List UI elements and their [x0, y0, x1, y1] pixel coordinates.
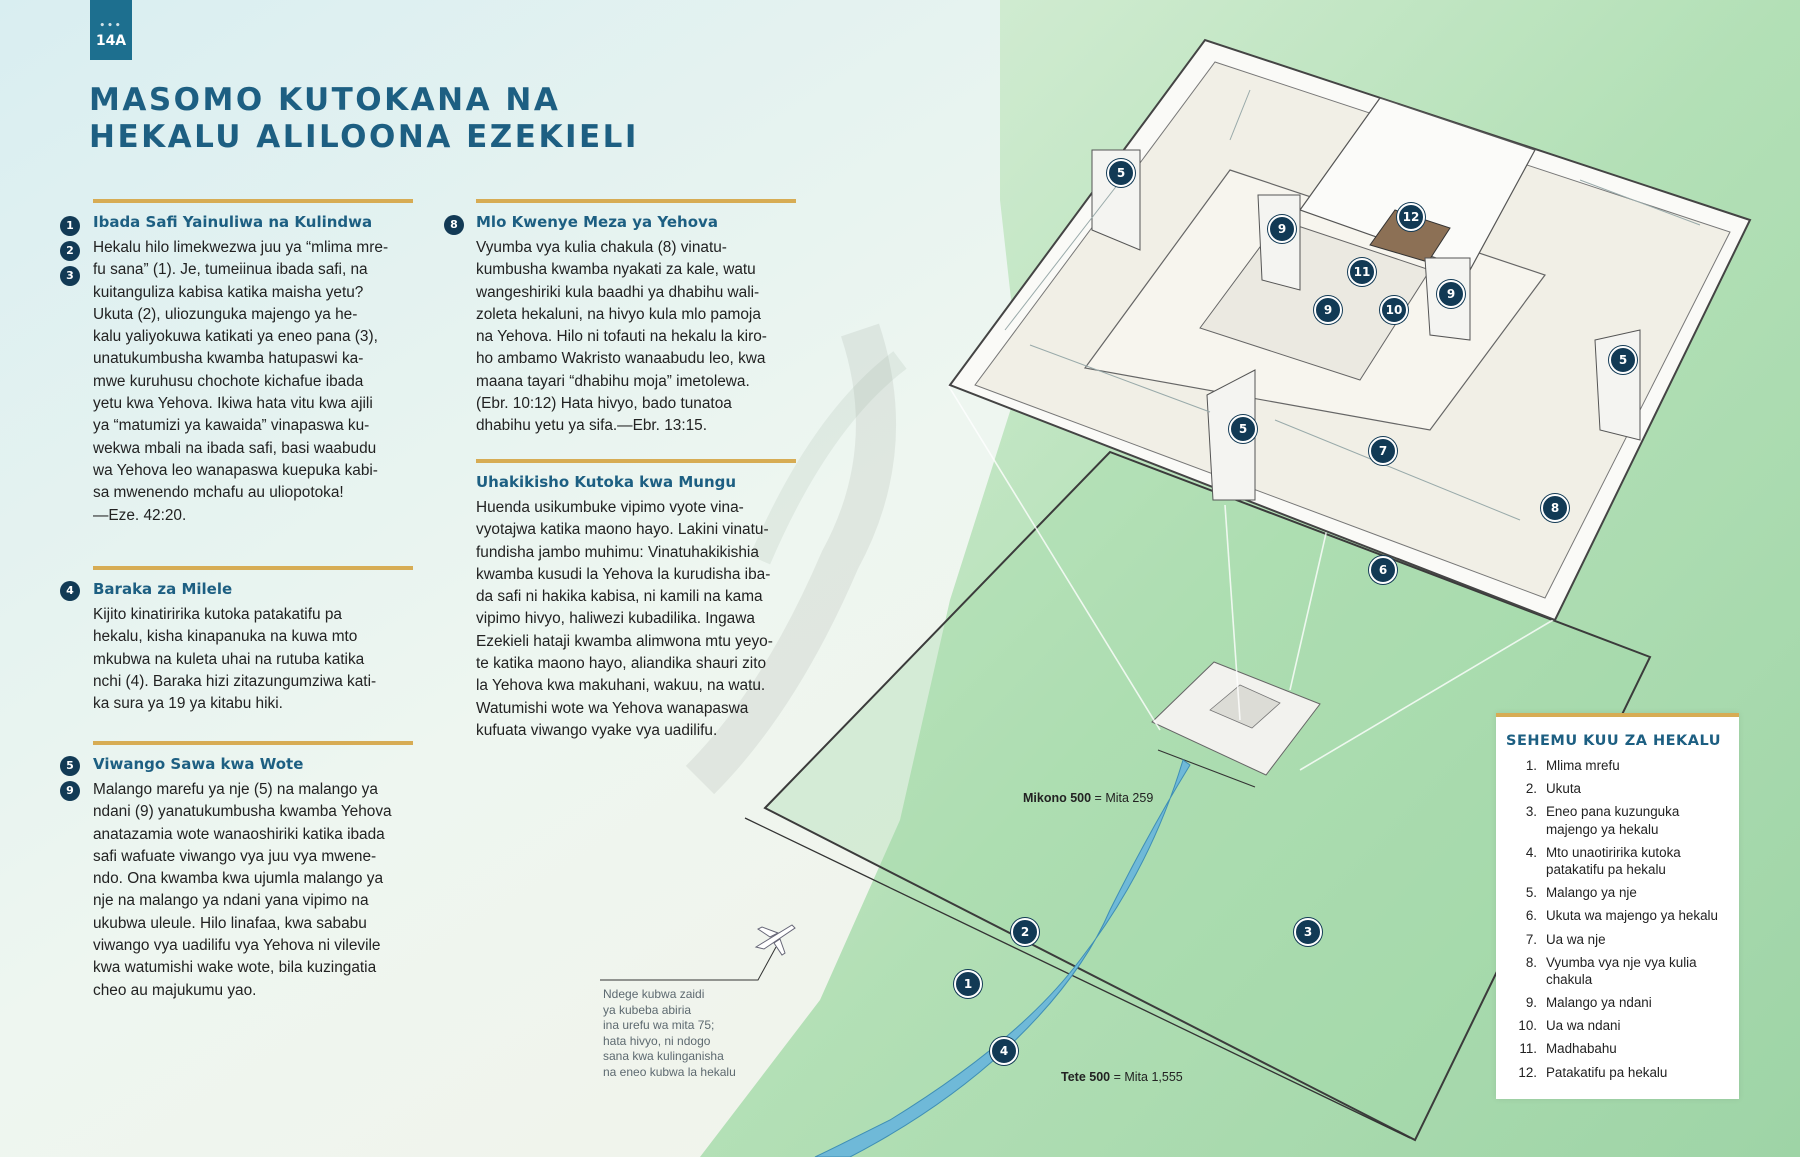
legend-text: Patakatifu pa hekalu: [1546, 1064, 1668, 1080]
title-line-2: HEKALU ALILOONA EZEKIELI: [89, 119, 639, 155]
legend-text: Mto unaotiririka kutoka patakatifu pa hekalu: [1546, 844, 1681, 878]
ref-badge: 8: [444, 215, 464, 235]
diagram-marker: 11: [1348, 258, 1376, 286]
legend-text: Vyumba vya nje vya kulia chakula: [1546, 954, 1697, 988]
diagram-marker: 1: [954, 970, 982, 998]
diagram-marker: 9: [1268, 215, 1296, 243]
ref-badge: 2: [60, 241, 80, 261]
legend-text: Ukuta wa majengo ya hekalu: [1546, 908, 1718, 924]
diagram-marker: 7: [1369, 437, 1397, 465]
legend-number: 3.: [1525, 804, 1537, 820]
section-title: Baraka za Milele: [93, 580, 233, 598]
measure-inner-caption: [1023, 791, 1153, 805]
section-paragraph: Ukuta (2), uliozunguka majengo ya he- kalu yaliyokuwa katikati ya eneo pana (3), unatukumbusha kwamba hatupaswi ka- mwe kuruhusu chochote kichafue ibada yetu kwa Yehova. Ikiwa hata vitu kwa ajili ya “matumizi ya kawaida” vinapaswa ku- wekwa mbali na ibada safi, basi waabudu wa Yehova leo wanapaswa kuepuka kabi- sa mwenendo mchafu au uliopotoka! —Eze. 42:20.: [93, 305, 378, 524]
legend-list: [1496, 757, 1739, 1081]
legend-number: 5.: [1525, 885, 1537, 901]
ref-badge: 3: [60, 266, 80, 286]
diagram-marker: 5: [1107, 159, 1135, 187]
legend-item: [1510, 907, 1733, 925]
section-paragraph: Kijito kinatiririka kutoka patakatifu pa hekalu, kisha kinapanuka na kuwa mto mkubwa na kuleta uhai na rutuba katika nchi (4). Baraka hizi zitazungumziwa kati- ka sura ya 19 ya kitabu hiki.: [93, 606, 377, 713]
legend-text: Ua wa nje: [1546, 931, 1606, 947]
legend-number: 9.: [1525, 995, 1537, 1011]
measure-outer-rest: = Mita 1,555: [1110, 1070, 1183, 1084]
diagram-marker: 5: [1229, 415, 1257, 443]
legend-text: Ua wa ndani: [1546, 1018, 1621, 1034]
section-title: Ibada Safi Yainuliwa na Kulindwa: [93, 213, 373, 231]
legend-text: Malango ya nje: [1546, 885, 1637, 901]
legend-text: Ukuta: [1546, 781, 1581, 797]
diagram-marker: 8: [1541, 494, 1569, 522]
legend-rule: [1496, 713, 1739, 717]
ref-badge: 5: [60, 756, 80, 776]
ref-badge: 1: [60, 216, 80, 236]
legend-item: [1510, 780, 1733, 798]
plane-comparison-note: Ndege kubwa zaidi ya kubeba abiria ina urefu wa mita 75; hata hivyo, ni ndogo sana kwa kulinganisha na eneo kubwa la hekalu: [603, 987, 736, 1079]
legend-number: 4.: [1525, 844, 1537, 860]
legend-item: [1510, 931, 1733, 949]
diagram-marker: 12: [1397, 203, 1425, 231]
measure-inner-bold: Mikono 500: [1023, 791, 1092, 805]
measure-outer-bold: Tete 500: [1061, 1070, 1111, 1084]
diagram-marker: 5: [1609, 346, 1637, 374]
page-number: 14A: [95, 33, 127, 49]
legend-title: SEHEMU KUU ZA HEKALU: [1506, 733, 1721, 749]
legend-item: [1510, 994, 1733, 1012]
legend-number: 12.: [1518, 1064, 1537, 1080]
legend-number: 6.: [1525, 908, 1537, 924]
section-paragraph: Vyumba vya kulia chakula (8) vinatu- kumbusha kwamba nyakati za kale, watu wangeshiriki kula baadhi ya dhabihu wali- zoleta hekaluni, na hivyo kula mlo pamoja na Yehova. Hilo ni tofauti na hekalu la kiro- ho ambamo Wakristo wanaabudu leo, kwa maana tayari “dhabihu moja” imetolewa. (Ebr. 10:12) Hata hivyo, bado tunatoa dhabihu yetu ya sifa.—Ebr. 13:15.: [476, 239, 767, 435]
legend-number: 7.: [1525, 931, 1537, 947]
legend-box: [1496, 713, 1739, 1099]
legend-item: [1510, 844, 1733, 879]
title-line-1: MASOMO KUTOKANA NA: [89, 82, 561, 118]
diagram-marker: 9: [1314, 296, 1342, 324]
legend-text: Malango ya ndani: [1546, 995, 1652, 1011]
diagram-marker: 3: [1294, 918, 1322, 946]
legend-item: [1510, 954, 1733, 989]
diagram-marker: 4: [990, 1037, 1018, 1065]
section-paragraph: Huenda usikumbuke vipimo vyote vina- vyotajwa katika maono hayo. Lakini vinatu- fundisha jambo muhimu: Vinatuhakikishia kwamba kusudi la Yehova la kurudisha iba- da safi ni hakika kabisa, ni kamili na kama vipimo hivyo, haliwezi kubadilika. Ingawa Ezekieli hataji kwamba alimwona mtu yeyo- te katika maono hayo, aliandika shauri zito la Yehova kwa makuhani, wakuu, na watu. Watumishi wote wa Yehova wanapaswa kufuata viwango vyake vya uadilifu.: [476, 499, 773, 739]
ref-badge: 9: [60, 781, 80, 801]
diagram-marker: 9: [1437, 280, 1465, 308]
plane-leader-line: [600, 945, 780, 985]
section-paragraph: Hekalu hilo limekwezwa juu ya “mlima mre- fu sana” (1). Je, tumeiinua ibada safi, na kuitanguliza kabisa katika maisha yetu?: [93, 239, 389, 301]
legend-item: [1510, 1064, 1733, 1082]
legend-text: Mlima mrefu: [1546, 758, 1620, 773]
legend-item: [1510, 884, 1733, 902]
section-paragraph: Malango marefu ya nje (5) na malango ya ndani (9) yanatukumbusha kwamba Yehova anatazamia wote wanaoshiriki katika ibada safi wafuate viwango vya juu vya mwene- ndo. Ona kwamba kwa ujumla malango ya nje na malango ya ndani yana vipimo na ukubwa uleule. Hilo linafaa, kwa sababu viwango vya uadilifu vya Yehova ni vilevile kwa watumishi wake wote, bila kuzingatia cheo au majukumu yao.: [93, 781, 392, 999]
legend-item: [1510, 803, 1733, 838]
section-title: Mlo Kwenye Meza ya Yehova: [476, 213, 718, 231]
legend-item: [1510, 1017, 1733, 1035]
measure-inner-rest: = Mita 259: [1091, 791, 1154, 805]
legend-item: [1510, 757, 1733, 775]
section-title: Viwango Sawa kwa Wote: [93, 755, 304, 773]
legend-number: 10.: [1518, 1018, 1537, 1034]
legend-number: 2.: [1525, 781, 1537, 797]
diagram-marker: 6: [1369, 556, 1397, 584]
measure-outer-caption: [1061, 1070, 1183, 1084]
diagram-marker: 10: [1380, 296, 1408, 324]
legend-text: Eneo pana kuzunguka majengo ya hekalu: [1546, 804, 1680, 837]
legend-number: 8.: [1525, 954, 1537, 970]
legend-number: 1.: [1525, 758, 1537, 773]
ref-badge: 4: [60, 581, 80, 601]
legend-text: Madhabahu: [1546, 1041, 1617, 1057]
legend-item: [1510, 1040, 1733, 1058]
legend-number: 11.: [1519, 1041, 1537, 1057]
section-title: Uhakikisho Kutoka kwa Mungu: [476, 473, 737, 491]
diagram-marker: 2: [1011, 918, 1039, 946]
tag-dots: •••: [99, 21, 123, 31]
